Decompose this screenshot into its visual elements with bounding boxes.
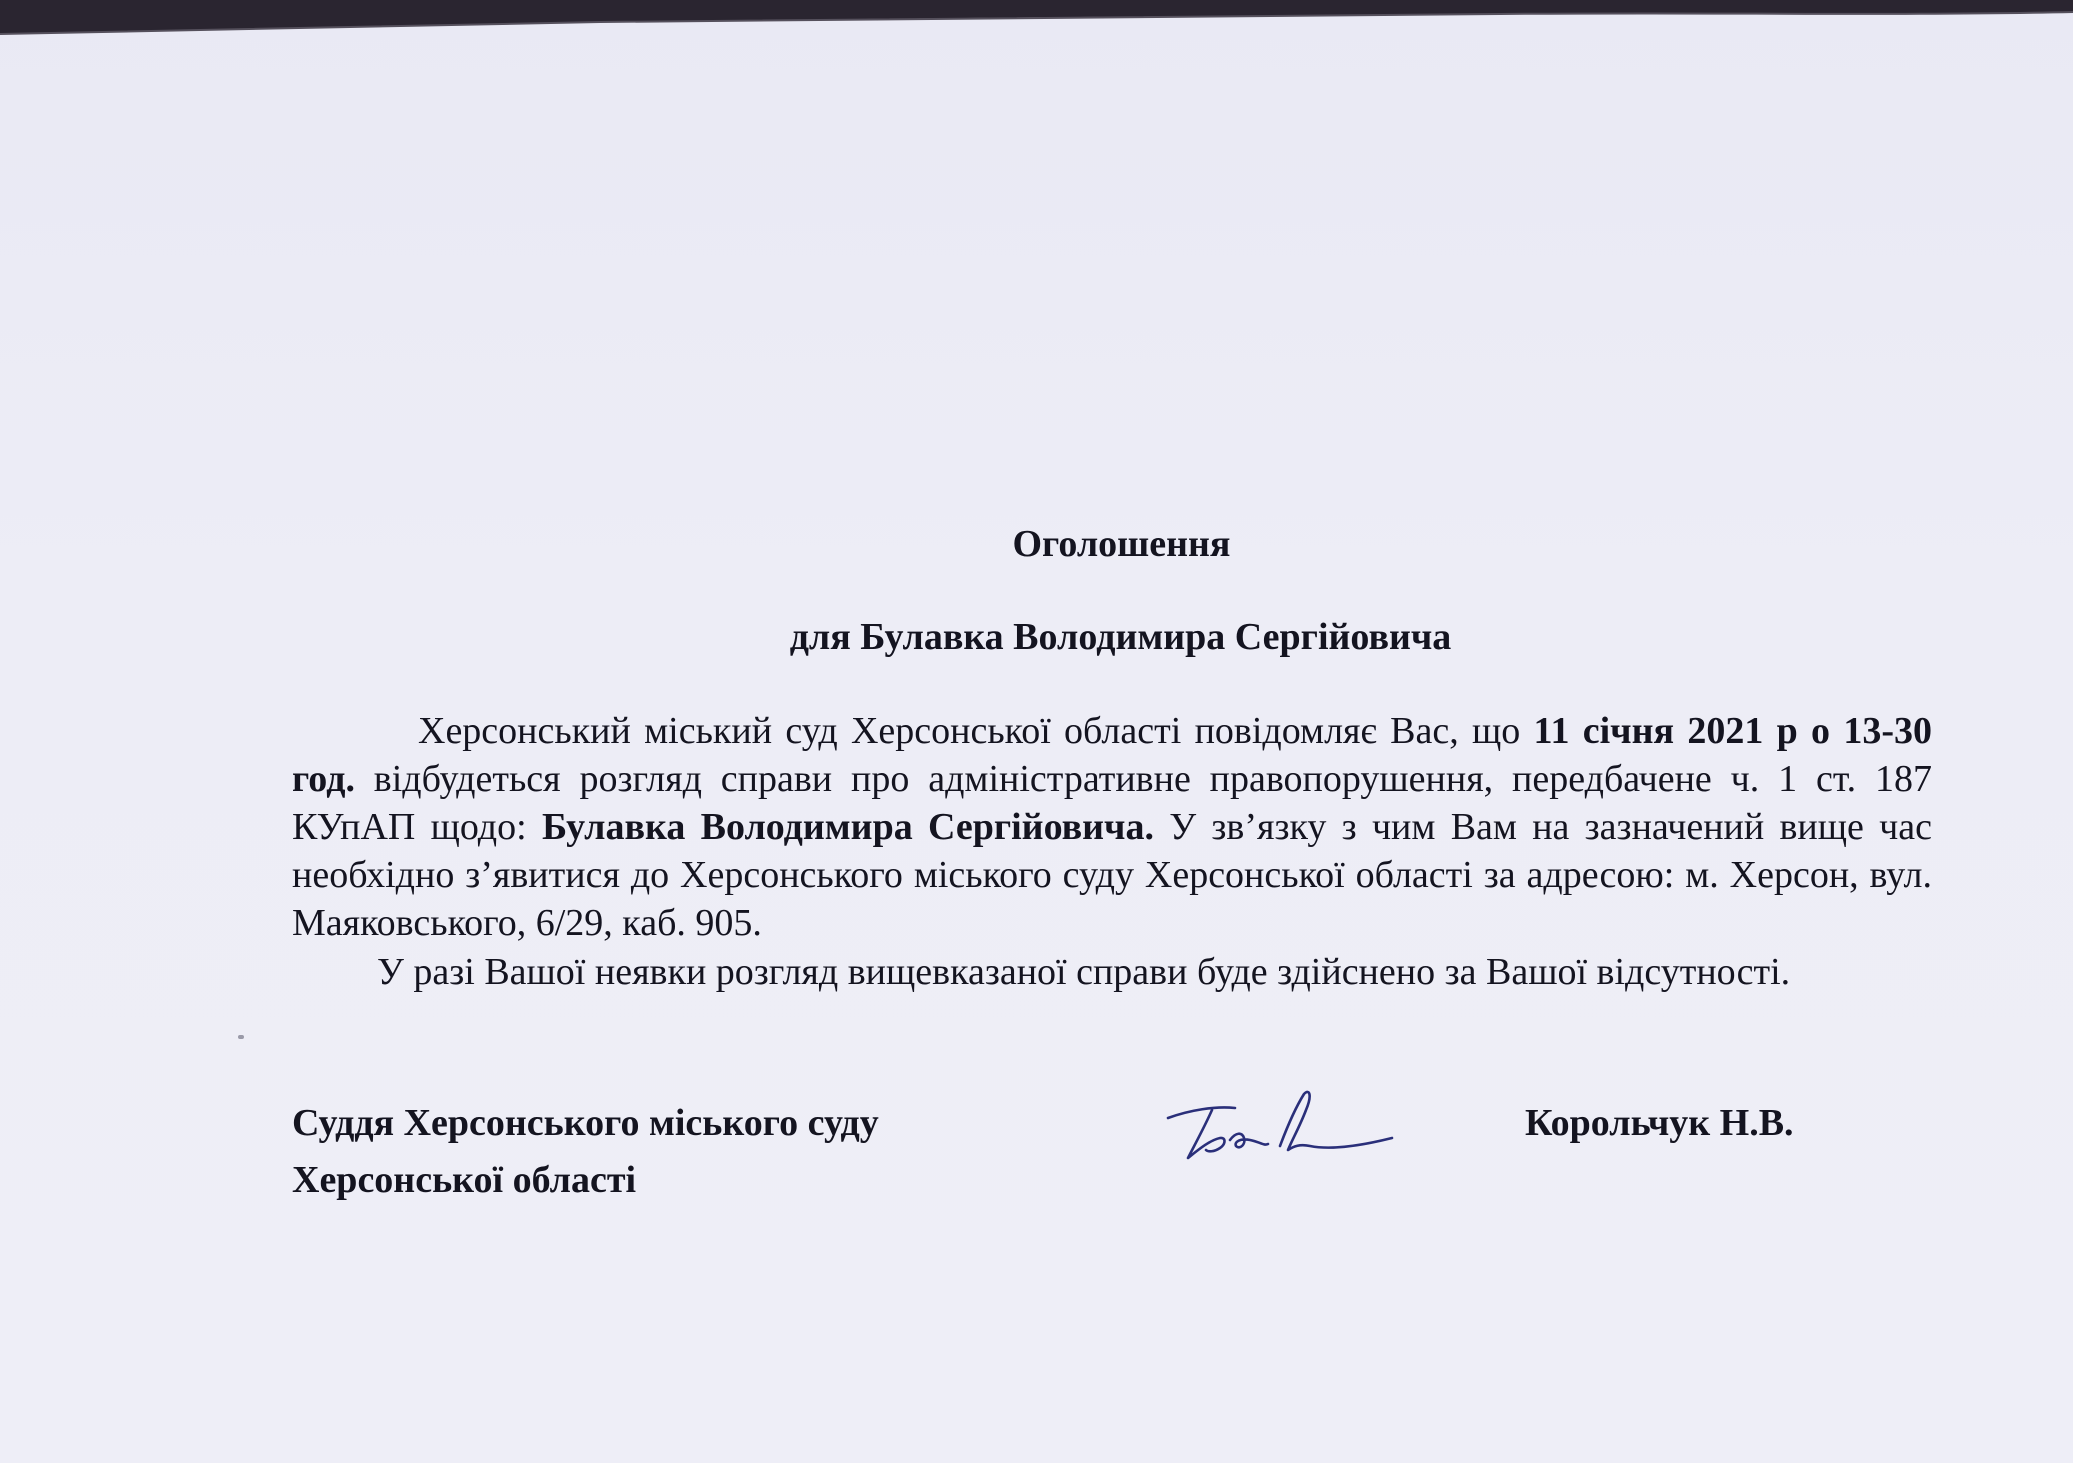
paragraph-main-text-2: відбудеться розгляд справи про адміністративне правопорушення, передбачене ч. 1 ст. 187 КУпАП щодо: xyxy=(292,758,1932,848)
torn-top-edge xyxy=(0,0,2073,40)
handwritten-signature xyxy=(1160,1080,1410,1170)
notice-addressee: для Булавка Володимира Сергійовича xyxy=(789,616,1452,658)
paragraph-main xyxy=(292,707,1932,947)
signatory-position-line1: Суддя Херсонського міського суду xyxy=(292,1102,879,1144)
paragraph-main-text-1: Херсонський міський суд Херсонської області повідомляє Вас, що xyxy=(418,710,1534,752)
paragraph-absence: У разі Вашої неявки розгляд вищевказаної справи буде здійснено за Вашої відсутності. xyxy=(377,951,1791,993)
signatory-position xyxy=(292,1095,879,1209)
hearing-datetime: 11 січня 2021 р о 13-30 год. xyxy=(292,710,1933,800)
notice-title: Оголошення xyxy=(1012,523,1231,565)
paper-speck xyxy=(238,1035,244,1039)
defendant-name: Булавка Володимира Сергійовича. xyxy=(541,806,1154,848)
signatory-position-line2: Херсонської області xyxy=(292,1159,637,1201)
judge-name: Корольчук Н.В. xyxy=(1525,1102,1794,1144)
notice-body xyxy=(292,707,1932,997)
paragraph-main-text-3: У зв’язку з чим Вам на зазначений вище час необхідно з’явитися до Херсонського міського суду Херсонської області за адресою: м. Херсон, вул. Маяковського, 6/29, каб. 905. xyxy=(292,806,1932,944)
